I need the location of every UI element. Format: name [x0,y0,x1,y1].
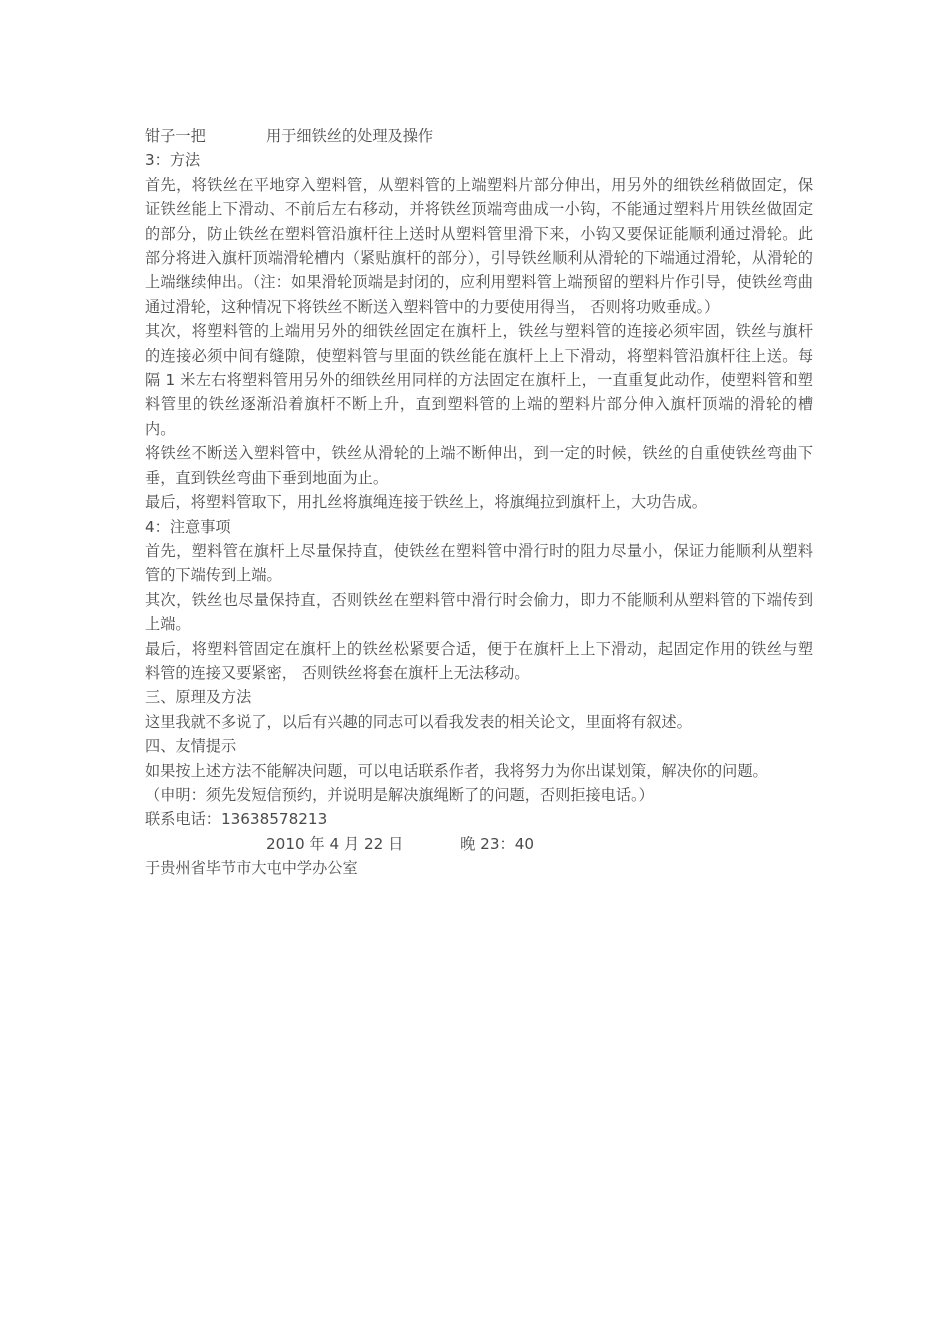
document-body [145,124,813,881]
tips-note: （申明：须先发短信预约，并说明是解决旗绳断了的问题，否则拒接电话。） [145,785,654,804]
date-text: 2010 年 4 月 22 日 [266,834,404,853]
tool-name: 钳子一把 [145,127,206,145]
method-paragraph-3: 将铁丝不断送入塑料管中，铁丝从滑轮的上端不断伸出，到一定的时候，铁丝的自重使铁丝弯曲下垂，直到铁丝弯曲下垂到地面为止。 [145,444,813,487]
method-paragraph-2: 其次，将塑料管的上端用另外的细铁丝固定在旗杆上，铁丝与塑料管的连接必须牢固，铁丝与旗杆的连接必须中间有缝隙，使塑料管与里面的铁丝能在旗杆上上下滑动，将塑料管沿旗杆往上送。每隔 1 米左右将塑料管用另外的细铁丝用同样的方法固定在旗杆上，一直重复此动作，使塑料管和塑料管里的铁丝逐渐沿着旗杆不断上升，直到塑料管的上端的塑料片部分伸入旗杆顶端的滑轮的槽内。 [145,322,813,438]
method-paragraph-4: 最后，将塑料管取下，用扎丝将旗绳连接于铁丝上，将旗绳拉到旗杆上，大功告成。 [145,493,707,512]
date-line [145,832,813,856]
notes-paragraph-1: 首先，塑料管在旗杆上尽量保持直，使铁丝在塑料管中滑行时的阻力尽量小，保证力能顺利从塑料管的下端传到上端。 [145,541,813,585]
section-heading-method: 3：方法 [145,151,201,170]
principle-paragraph: 这里我就不多说了，以后有兴趣的同志可以看我发表的相关论文，里面将有叙述。 [145,712,692,731]
notes-paragraph-3: 最后，将塑料管固定在旗杆上的铁丝松紧要合适，便于在旗杆上上下滑动，起固定作用的铁丝与塑料管的连接又要紧密， 否则铁丝将套在旗杆上无法移动。 [145,639,813,682]
tips-paragraph: 如果按上述方法不能解决问题，可以电话联系作者，我将努力为你出谋划策，解决你的问题。 [145,761,768,780]
contact-phone: 联系电话：13638578213 [145,810,328,829]
location-line: 于贵州省毕节市大屯中学办公室 [145,859,358,878]
section-heading-notes: 4：注意事项 [145,517,231,536]
time-text: 晚 23：40 [460,834,535,853]
method-paragraph-1: 首先，将铁丝在平地穿入塑料管，从塑料管的上端塑料片部分伸出，用另外的细铁丝稍做固定，保证铁丝能上下滑动、不前后左右移动，并将铁丝顶端弯曲成一小钩，不能通过塑料片用铁丝做固定的部分，防止铁丝在塑料管沿旗杆往上送时从塑料管里滑下来，小钩又要保证能顺利通过滑轮。此部分将进入旗杆顶端滑轮槽内（紧贴旗杆的部分），引导铁丝顺利从滑轮的下端通过滑轮，从滑轮的上端继续伸出。（注：如果滑轮顶端是封闭的，应利用塑料管上端预留的塑料片作引导，使铁丝弯曲通过滑轮，这种情况下将铁丝不断送入塑料管中的力要使用得当， 否则将功败垂成。） [145,175,813,316]
tool-usage: 用于细铁丝的处理及操作 [266,127,434,145]
tool-line [145,124,813,148]
part-heading-tips: 四、友情提示 [145,737,237,756]
part-heading-principle: 三、原理及方法 [145,688,252,707]
notes-paragraph-2: 其次，铁丝也尽量保持直，否则铁丝在塑料管中滑行时会偷力，即力不能顺利从塑料管的下端传到上端。 [145,590,813,634]
